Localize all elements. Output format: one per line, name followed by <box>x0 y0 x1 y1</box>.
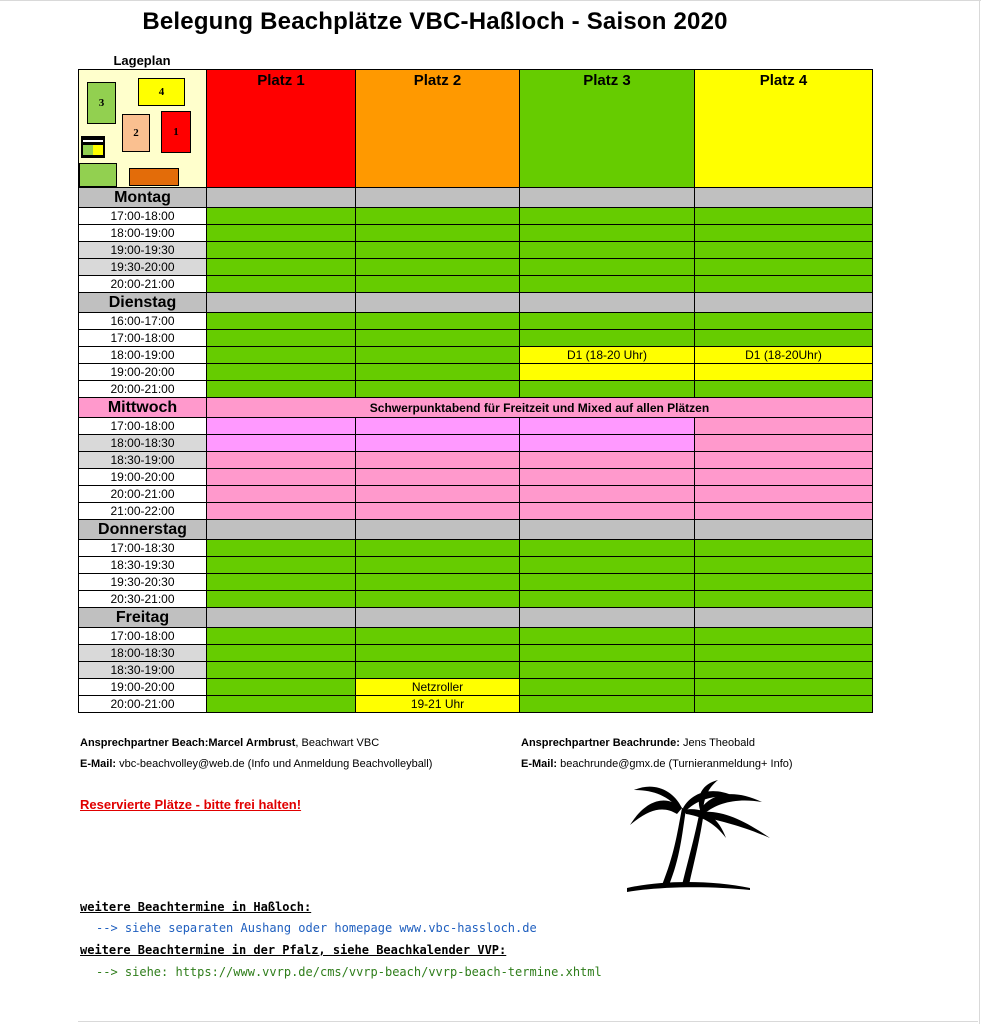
court-slot-cell <box>356 435 520 452</box>
day-name: Donnerstag <box>79 520 207 540</box>
time-slot-row <box>79 557 873 574</box>
court-slot-cell <box>520 208 695 225</box>
time-slot: 17:00-18:00 <box>79 628 207 645</box>
court-slot-cell <box>207 452 356 469</box>
lageplan-label: Lageplan <box>113 53 171 68</box>
court-slot-cell <box>695 435 873 452</box>
time-slot-row <box>79 242 873 259</box>
time-slot: 19:00-19:30 <box>79 242 207 259</box>
court-slot-cell <box>356 330 520 347</box>
court-slot-cell <box>695 628 873 645</box>
time-slot: 20:00-21:00 <box>79 276 207 293</box>
time-slot-row <box>79 259 873 276</box>
court-slot-cell <box>356 208 520 225</box>
time-slot: 17:00-18:30 <box>79 540 207 557</box>
court-slot-cell: D1 (18-20 Uhr) <box>520 347 695 364</box>
court-slot-cell <box>356 242 520 259</box>
court-slot-cell <box>356 364 520 381</box>
day-name: Dienstag <box>79 293 207 313</box>
day-band-cell <box>356 188 520 208</box>
court-slot-cell <box>207 418 356 435</box>
court-slot-cell <box>356 662 520 679</box>
court-slot-cell <box>356 591 520 608</box>
map-building-icon <box>81 136 105 158</box>
court-slot-cell <box>520 662 695 679</box>
court-slot-cell <box>695 469 873 486</box>
court-slot-cell <box>520 435 695 452</box>
time-slot-row <box>79 381 873 398</box>
map-lawn-area <box>79 163 117 187</box>
court-slot-cell <box>695 486 873 503</box>
map-court-1: 1 <box>161 111 191 153</box>
time-slot-row <box>79 679 873 696</box>
sheet-border-bottom <box>78 1021 978 1022</box>
time-slot: 16:00-17:00 <box>79 313 207 330</box>
day-header-row <box>79 398 873 418</box>
court-slot-cell <box>207 591 356 608</box>
day-name: Mittwoch <box>79 398 207 418</box>
court-slot-cell <box>207 330 356 347</box>
time-slot-row <box>79 469 873 486</box>
day-band-cell <box>520 188 695 208</box>
day-header-row <box>79 608 873 628</box>
court-slot-cell <box>520 679 695 696</box>
day-band-cell <box>207 188 356 208</box>
site-plan <box>79 70 207 188</box>
time-slot-row <box>79 662 873 679</box>
court-2-header: Platz 2 <box>356 70 520 188</box>
time-slot: 17:00-18:00 <box>79 418 207 435</box>
court-slot-cell <box>520 242 695 259</box>
court-slot-cell <box>207 225 356 242</box>
day-band-cell <box>695 188 873 208</box>
day-band-cell <box>207 520 356 540</box>
time-slot-row <box>79 208 873 225</box>
court-slot-cell <box>356 313 520 330</box>
sheet-border-top <box>0 0 981 1</box>
time-slot-row <box>79 435 873 452</box>
time-slot-row <box>79 486 873 503</box>
court-slot-cell <box>356 628 520 645</box>
day-band-cell <box>207 293 356 313</box>
time-slot-row <box>79 364 873 381</box>
day-name: Montag <box>79 188 207 208</box>
court-slot-cell <box>520 276 695 293</box>
day-band-cell <box>207 608 356 628</box>
day-band-cell <box>356 293 520 313</box>
page-title: Belegung Beachplätze VBC-Haßloch - Saison 2020 <box>142 8 728 35</box>
court-slot-cell <box>207 381 356 398</box>
time-slot: 19:30-20:30 <box>79 574 207 591</box>
day-band-cell <box>520 608 695 628</box>
court-slot-cell: 19-21 Uhr <box>356 696 520 713</box>
contact-beach-label: Ansprechpartner Beach: <box>80 737 209 749</box>
time-slot: 18:00-19:00 <box>79 347 207 364</box>
time-slot-row <box>79 574 873 591</box>
court-slot-cell <box>520 418 695 435</box>
court-slot-cell <box>356 540 520 557</box>
time-slot: 17:00-18:00 <box>79 330 207 347</box>
court-slot-cell <box>695 696 873 713</box>
map-court-2: 2 <box>122 114 150 152</box>
more-local-heading: weitere Beachtermine in Haßloch: <box>80 900 312 914</box>
time-slot-row <box>79 313 873 330</box>
court-slot-cell <box>520 330 695 347</box>
contact-runde-email-value: beachrunde@gmx.de (Turnieranmeldung+ Info) <box>557 758 793 770</box>
time-slot-row <box>79 276 873 293</box>
time-slot: 19:00-20:00 <box>79 469 207 486</box>
court-slot-cell <box>520 503 695 520</box>
court-slot-cell <box>356 381 520 398</box>
court-slot-cell <box>520 469 695 486</box>
court-slot-cell <box>520 486 695 503</box>
schedule-table <box>78 69 873 713</box>
court-slot-cell <box>695 313 873 330</box>
palm-tree-icon <box>622 780 772 895</box>
time-slot: 18:00-19:00 <box>79 225 207 242</box>
court-slot-cell <box>695 418 873 435</box>
day-note: Schwerpunktabend für Freitzeit und Mixed auf allen Plätzen <box>207 398 873 418</box>
court-slot-cell <box>356 347 520 364</box>
court-slot-cell <box>207 364 356 381</box>
court-slot-cell <box>695 503 873 520</box>
time-slot: 18:30-19:30 <box>79 557 207 574</box>
day-band-cell <box>695 520 873 540</box>
time-slot-row <box>79 540 873 557</box>
day-band-cell <box>695 608 873 628</box>
court-slot-cell <box>520 696 695 713</box>
contact-beach-email-value: vbc-beachvolley@web.de (Info und Anmeldung Beachvolleyball) <box>116 758 433 770</box>
court-slot-cell <box>520 225 695 242</box>
contact-beach-email <box>80 758 432 770</box>
court-slot-cell: D1 (18-20Uhr) <box>695 347 873 364</box>
court-slot-cell <box>207 503 356 520</box>
court-slot-cell <box>695 662 873 679</box>
time-slot: 17:00-18:00 <box>79 208 207 225</box>
court-slot-cell <box>695 276 873 293</box>
court-slot-cell <box>695 225 873 242</box>
court-slot-cell <box>695 574 873 591</box>
map-court-4: 4 <box>138 78 185 106</box>
day-band-cell <box>356 608 520 628</box>
court-slot-cell <box>520 557 695 574</box>
time-slot-row <box>79 452 873 469</box>
court-slot-cell <box>207 347 356 364</box>
court-slot-cell <box>207 574 356 591</box>
court-slot-cell <box>695 364 873 381</box>
court-slot-cell <box>207 486 356 503</box>
time-slot-row <box>79 696 873 713</box>
court-slot-cell <box>695 591 873 608</box>
court-slot-cell <box>695 645 873 662</box>
time-slot: 18:00-18:30 <box>79 435 207 452</box>
court-slot-cell <box>207 469 356 486</box>
time-slot: 20:30-21:00 <box>79 591 207 608</box>
court-slot-cell <box>695 557 873 574</box>
time-slot-row <box>79 645 873 662</box>
court-slot-cell <box>356 276 520 293</box>
time-slot-row <box>79 628 873 645</box>
court-slot-cell <box>520 259 695 276</box>
more-pfalz-link[interactable]: --> siehe: https://www.vvrp.de/cms/vvrp-beach/vvrp-beach-termine.xhtml <box>96 965 602 979</box>
contact-beach-email-label: E-Mail: <box>80 758 117 770</box>
court-3-header: Platz 3 <box>520 70 695 188</box>
time-slot: 21:00-22:00 <box>79 503 207 520</box>
day-header-row <box>79 293 873 313</box>
more-local-link[interactable]: --> siehe separaten Aushang oder homepage www.vbc-hassloch.de <box>96 921 537 935</box>
court-slot-cell <box>356 486 520 503</box>
court-slot-cell <box>207 242 356 259</box>
time-slot-row <box>79 503 873 520</box>
court-slot-cell <box>520 591 695 608</box>
court-slot-cell <box>520 313 695 330</box>
court-slot-cell <box>695 381 873 398</box>
time-slot-row <box>79 225 873 242</box>
court-slot-cell <box>356 574 520 591</box>
contact-runde-name: Jens Theobald <box>679 737 755 749</box>
court-slot-cell <box>356 225 520 242</box>
map-court-3: 3 <box>87 82 116 124</box>
court-slot-cell <box>207 208 356 225</box>
time-slot: 19:30-20:00 <box>79 259 207 276</box>
court-slot-cell <box>695 330 873 347</box>
court-slot-cell <box>695 208 873 225</box>
court-slot-cell <box>520 645 695 662</box>
contact-runde-email <box>521 758 793 770</box>
map-parking-area <box>129 168 179 186</box>
reserved-note: Reservierte Plätze - bitte frei halten! <box>80 797 302 812</box>
court-header-row <box>79 70 873 188</box>
more-pfalz-heading: weitere Beachtermine in der Pfalz, siehe Beachkalender VVP: <box>80 943 507 957</box>
court-slot-cell <box>356 469 520 486</box>
court-slot-cell <box>356 645 520 662</box>
day-header-row <box>79 520 873 540</box>
day-band-cell <box>695 293 873 313</box>
court-slot-cell <box>695 259 873 276</box>
time-slot: 20:00-21:00 <box>79 381 207 398</box>
time-slot: 20:00-21:00 <box>79 486 207 503</box>
court-slot-cell <box>207 313 356 330</box>
court-slot-cell <box>520 381 695 398</box>
court-slot-cell <box>695 242 873 259</box>
contact-runde-email-label: E-Mail: <box>521 758 558 770</box>
court-slot-cell <box>520 628 695 645</box>
court-slot-cell <box>695 452 873 469</box>
court-slot-cell: Netzroller <box>356 679 520 696</box>
day-band-cell <box>520 293 695 313</box>
time-slot-row <box>79 347 873 364</box>
court-slot-cell <box>207 696 356 713</box>
court-slot-cell <box>207 628 356 645</box>
court-slot-cell <box>207 645 356 662</box>
time-slot-row <box>79 591 873 608</box>
court-slot-cell <box>207 679 356 696</box>
contact-runde-label: Ansprechpartner Beachrunde: <box>521 737 680 749</box>
time-slot: 19:00-20:00 <box>79 679 207 696</box>
court-slot-cell <box>356 557 520 574</box>
court-4-header: Platz 4 <box>695 70 873 188</box>
court-slot-cell <box>207 259 356 276</box>
day-name: Freitag <box>79 608 207 628</box>
court-slot-cell <box>207 662 356 679</box>
court-slot-cell <box>356 418 520 435</box>
time-slot: 18:30-19:00 <box>79 452 207 469</box>
court-slot-cell <box>356 259 520 276</box>
time-slot: 18:30-19:00 <box>79 662 207 679</box>
contact-beach <box>80 737 379 749</box>
court-slot-cell <box>207 276 356 293</box>
court-slot-cell <box>207 540 356 557</box>
court-slot-cell <box>695 679 873 696</box>
sheet-border-right <box>979 0 980 1024</box>
time-slot: 20:00-21:00 <box>79 696 207 713</box>
contact-beach-name: Marcel Armbrust <box>208 737 296 749</box>
court-slot-cell <box>520 540 695 557</box>
time-slot: 19:00-20:00 <box>79 364 207 381</box>
court-slot-cell <box>520 452 695 469</box>
time-slot-row <box>79 418 873 435</box>
day-header-row <box>79 188 873 208</box>
court-slot-cell <box>207 435 356 452</box>
contact-beach-role: , Beachwart VBC <box>295 737 380 749</box>
court-slot-cell <box>520 364 695 381</box>
day-band-cell <box>356 520 520 540</box>
court-slot-cell <box>207 557 356 574</box>
day-band-cell <box>520 520 695 540</box>
contact-runde <box>521 737 755 749</box>
court-slot-cell <box>520 574 695 591</box>
court-slot-cell <box>695 540 873 557</box>
time-slot: 18:00-18:30 <box>79 645 207 662</box>
court-1-header: Platz 1 <box>207 70 356 188</box>
court-slot-cell <box>356 452 520 469</box>
time-slot-row <box>79 330 873 347</box>
court-slot-cell <box>356 503 520 520</box>
